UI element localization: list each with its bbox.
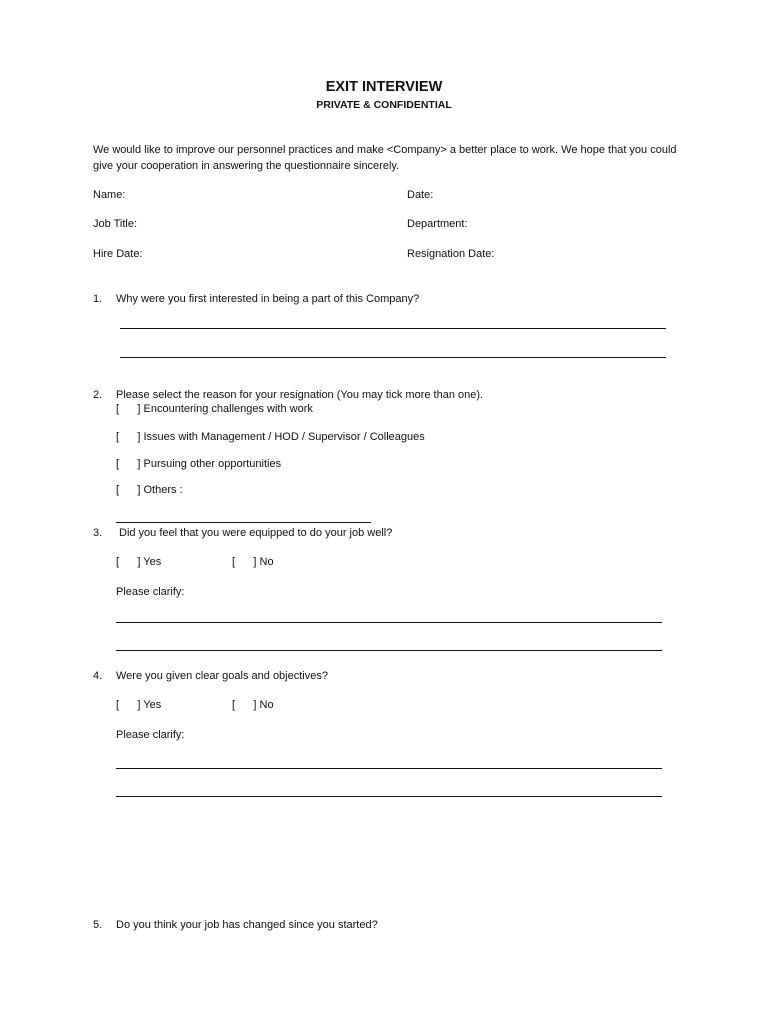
intro-paragraph: We would like to improve our personnel practices and make <Company> a better place to work. We hope that you could give your cooperation in answering the questionnaire sincerely. xyxy=(93,144,677,172)
question-number: 2. xyxy=(93,389,103,401)
hire-date-label: Hire Date: xyxy=(93,248,143,260)
answer-line[interactable] xyxy=(116,768,662,769)
question-number: 1. xyxy=(93,293,103,305)
page-title: EXIT INTERVIEW xyxy=(325,79,443,95)
page-subtitle: PRIVATE & CONFIDENTIAL xyxy=(316,99,452,111)
question-text: Please select the reason for your resignation (You may tick more than one). xyxy=(116,389,484,401)
checkbox-option-others[interactable]: [ ] Others : xyxy=(116,484,183,496)
question-number: 4. xyxy=(93,670,103,682)
question-number: 5. xyxy=(93,919,103,931)
question-text: Did you feel that you were equipped to do your job well? xyxy=(119,527,393,539)
checkbox-option-challenges[interactable]: [ ] Encountering challenges with work xyxy=(116,403,313,415)
answer-line[interactable] xyxy=(116,650,662,651)
answer-line[interactable] xyxy=(116,796,662,797)
answer-line[interactable] xyxy=(120,328,666,329)
name-label: Name: xyxy=(93,189,126,201)
resignation-date-label: Resignation Date: xyxy=(407,248,495,260)
answer-line[interactable] xyxy=(120,357,666,358)
department-label: Department: xyxy=(407,218,468,230)
others-answer-line[interactable] xyxy=(116,522,371,523)
checkbox-option-management[interactable]: [ ] Issues with Management / HOD / Supervisor / Colleagues xyxy=(116,431,425,443)
clarify-label: Please clarify: xyxy=(116,586,185,598)
question-text: Why were you first interested in being a part of this Company? xyxy=(116,293,420,305)
question-number: 3. xyxy=(93,527,103,539)
checkbox-option-opportunities[interactable]: [ ] Pursuing other opportunities xyxy=(116,458,282,470)
checkbox-yes[interactable]: [ ] Yes xyxy=(116,556,162,568)
question-text: Were you given clear goals and objectives? xyxy=(116,670,328,682)
checkbox-no[interactable]: [ ] No xyxy=(232,699,274,711)
answer-line[interactable] xyxy=(116,622,662,623)
question-text: Do you think your job has changed since you started? xyxy=(116,919,378,931)
job-title-label: Job Title: xyxy=(93,218,138,230)
date-label: Date: xyxy=(407,189,434,201)
checkbox-no[interactable]: [ ] No xyxy=(232,556,274,568)
clarify-label: Please clarify: xyxy=(116,729,185,741)
checkbox-yes[interactable]: [ ] Yes xyxy=(116,699,162,711)
